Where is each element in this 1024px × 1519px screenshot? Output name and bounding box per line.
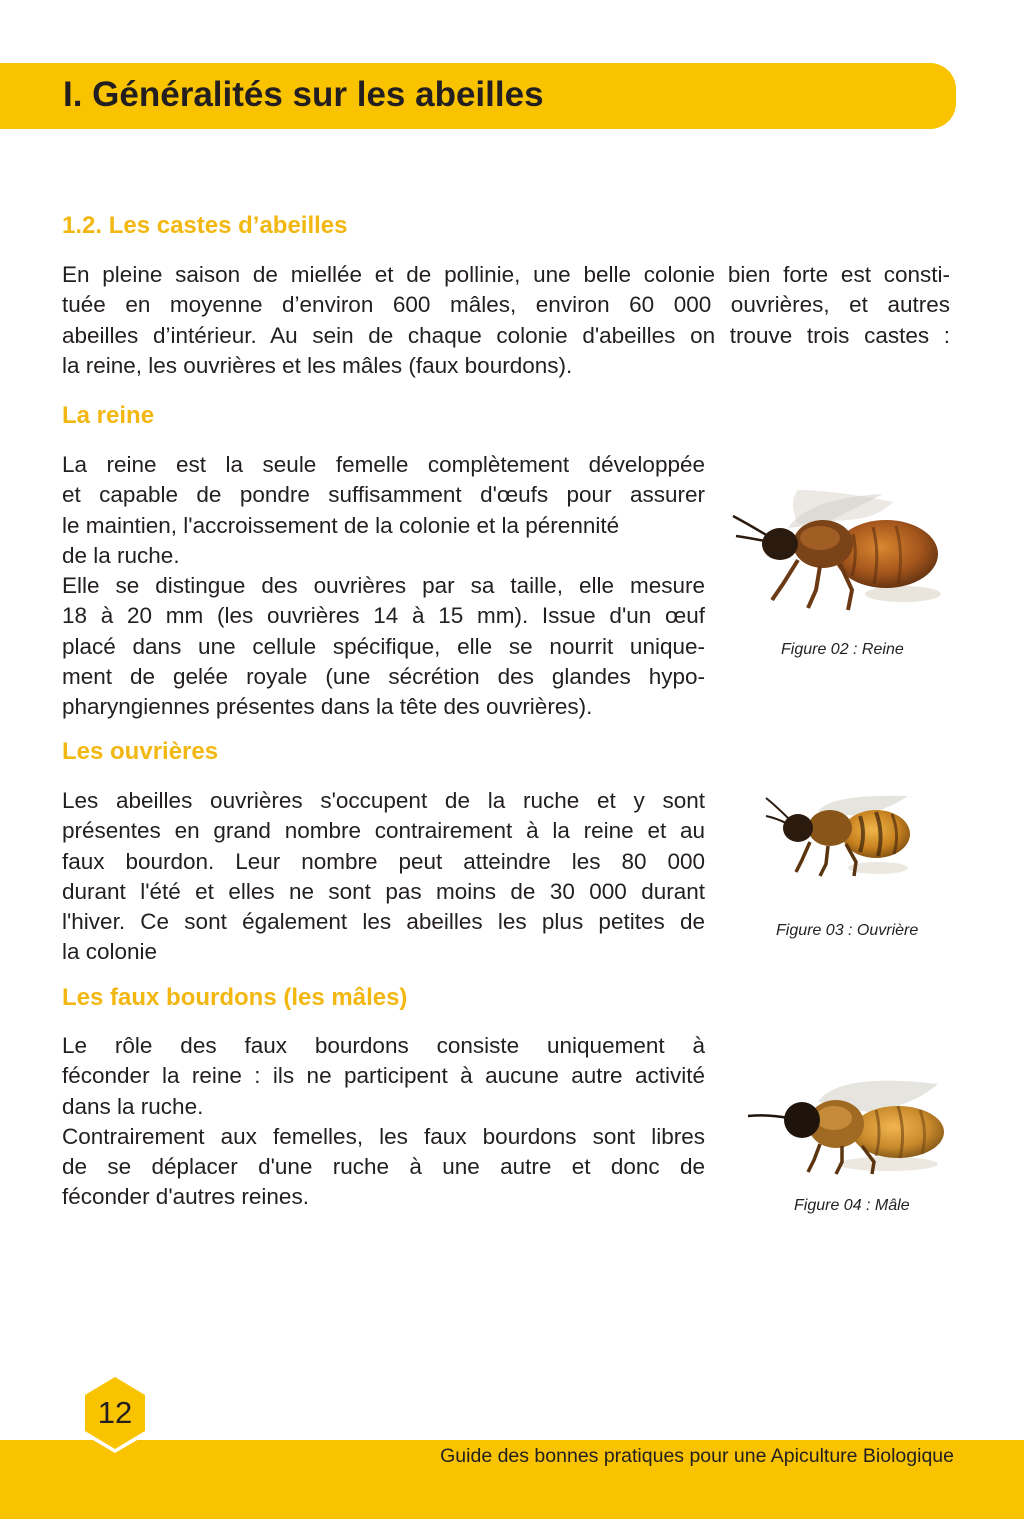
text-line: et capable de pondre suffisamment d'œufs pour assurer xyxy=(62,482,705,508)
section-heading: 1.2. Les castes d’abeilles xyxy=(62,212,348,239)
text-line: ment de gelée royale (une sécrétion des glandes hypo- xyxy=(62,664,705,690)
text-line: faux bourdon. Leur nombre peut atteindre les 80 000 xyxy=(62,848,705,874)
chapter-title: I. Généralités sur les abeilles xyxy=(63,75,544,114)
chapter-title-band xyxy=(0,63,956,129)
text-line: En pleine saison de miellée et de pollinie, une belle colonie bien forte est consti- xyxy=(62,262,950,287)
worker-figure-caption: Figure 03 : Ouvrière xyxy=(776,922,919,939)
text-line: abeilles d’intérieur. Au sein de chaque colonie d'abeilles on trouve trois castes : xyxy=(62,322,950,348)
text-line: dans la ruche. xyxy=(62,1093,204,1119)
text-line: Le rôle des faux bourdons consiste uniquement à xyxy=(62,1033,705,1058)
intro-paragraph xyxy=(62,260,950,381)
text-line: Contrairement aux femelles, les faux bourdons sont libres xyxy=(62,1123,705,1149)
drone-bee-illustration xyxy=(738,1062,953,1182)
text-line: l'hiver. Ce sont également les abeilles les plus petites de xyxy=(62,909,705,935)
text-line: présentes en grand nombre contrairement à la reine et au xyxy=(62,818,705,844)
workers-heading: Les ouvrières xyxy=(62,738,219,765)
worker-bee-illustration xyxy=(758,776,928,886)
queen-figure-caption: Figure 02 : Reine xyxy=(781,641,904,658)
drones-paragraph xyxy=(62,1031,705,1213)
queen-bee-illustration xyxy=(728,472,943,622)
text-line: 18 à 20 mm (les ouvrières 14 à 15 mm). Issue d'un œuf xyxy=(62,603,705,629)
drone-figure-caption: Figure 04 : Mâle xyxy=(794,1197,910,1214)
text-line: tuée en moyenne d’environ 600 mâles, environ 60 000 ouvrières, et autres xyxy=(62,292,950,318)
text-line: de la ruche. xyxy=(62,542,180,568)
text-line: Les abeilles ouvrières s'occupent de la ruche et y sont xyxy=(62,788,705,813)
queen-heading: La reine xyxy=(62,402,155,429)
text-line: pharyngiennes présentes dans la tête des ouvrières). xyxy=(62,694,593,720)
text-line: la reine, les ouvrières et les mâles (faux bourdons). xyxy=(62,352,573,378)
page-number: 12 xyxy=(97,1395,133,1430)
text-line: la colonie xyxy=(62,939,158,965)
text-line: La reine est la seule femelle complètement développée xyxy=(62,452,705,477)
text-line: Elle se distingue des ouvrières par sa taille, elle mesure xyxy=(62,573,705,599)
workers-paragraph xyxy=(62,786,705,968)
footer-guide-title: Guide des bonnes pratiques pour une Apiculture Biologique xyxy=(440,1445,954,1467)
text-line: le maintien, l'accroissement de la colonie et la pérennité xyxy=(62,512,620,538)
drones-heading: Les faux bourdons (les mâles) xyxy=(62,984,408,1011)
text-line: durant l'été et elles ne sont pas moins de 30 000 durant xyxy=(62,878,705,904)
text-line: de se déplacer d'une ruche à une autre et donc de xyxy=(62,1154,705,1180)
text-line: féconder d'autres reines. xyxy=(62,1184,309,1210)
text-line: féconder la reine : ils ne participent à aucune autre activité xyxy=(62,1063,705,1089)
queen-paragraph xyxy=(62,450,705,723)
text-line: placé dans une cellule spécifique, elle se nourrit unique- xyxy=(62,633,705,659)
